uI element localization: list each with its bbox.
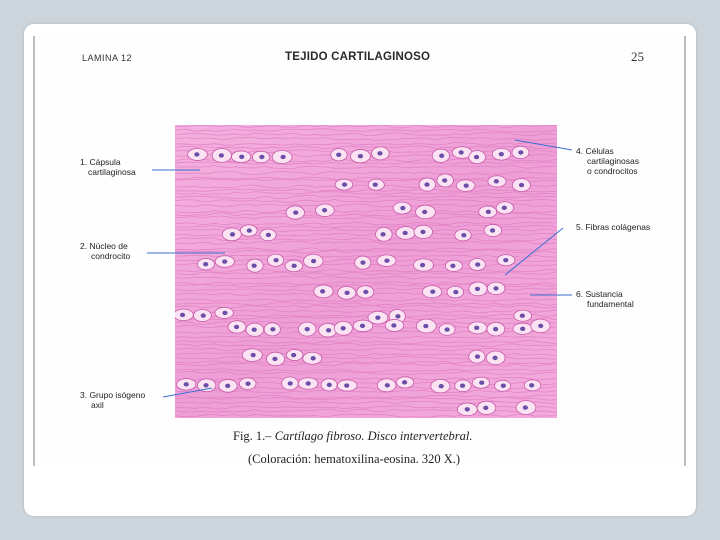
figure-caption [233,429,472,444]
label-sustancia: 6. Sustancia fundamental [576,289,634,309]
label-capsula: 1. Cápsula cartilaginosa [80,157,136,177]
leader-grupo-isogeno [163,388,212,397]
plate-title: TEJIDO CARTILAGINOSO [285,51,431,63]
plate-number: LAMINA 12 [82,53,133,63]
label-celulas: 4. Células cartilaginosas o condrocitos [576,146,639,176]
label-nucleo: 2. Núcleo de condrocito [80,241,131,261]
page-number: 25 [631,49,644,64]
leader-fibras [505,228,563,275]
leader-celulas [515,140,572,150]
label-fibras: 5. Fibras colágenas [576,222,651,232]
figure-title: Cartílago fibroso. Disco intervertebral. [274,429,473,443]
figure-number: Fig. 1.– [233,429,272,443]
label-grupo-isogeno: 3. Grupo isógeno axil [80,390,146,410]
figure-stain-note: (Coloración: hematoxilina-eosina. 320 X.) [248,452,461,466]
